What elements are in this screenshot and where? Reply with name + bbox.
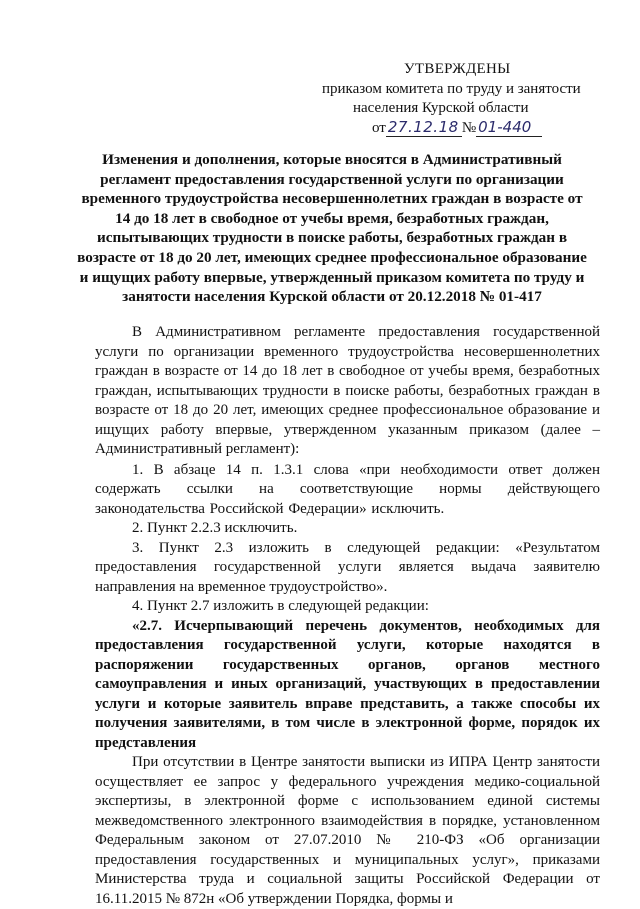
section-2-7-paragraph: При отсутствии в Центре занятости выписки из ИПРА Центр занятости осуществляет ее запрос у федерального учреждения медико-социальной экспертизы, в электронной форме с использованием единой системы межведомственного электронного взаимодействия в порядке, установленном Федеральным законом от 27.07.2010 № 210-ФЗ «Об организации предоставления государственных и муниципальных услуг», приказами Министерства труда и социальной защиты Российской Федерации от 16.11.2015 № 872н «Об утверждении Порядка, формы и bbox=[95, 754, 600, 907]
intro-paragraph: В Административном регламенте предоставления государственной услуги по организации временного трудоустройства несовершеннолетних граждан в возрасте от 14 до 18 лет в свободное от учебы время, безработных граждан, испытывающих трудности в поиске работы, безработных граждан в возрасте от 18 до 20 лет, имеющих среднее профессиональное образование и ищущих работу впервые, утвержденном указанным приказом (далее – Административный регламент): bbox=[95, 324, 600, 457]
item-3-paragraph: 3. Пункт 2.3 изложить в следующей редакции: «Результатом предоставления государственной услуги является выдача заявителю направления на временное трудоустройство». bbox=[95, 539, 600, 595]
handwritten-date: 27.12.18 bbox=[386, 118, 462, 137]
date-prefix: от bbox=[372, 120, 386, 136]
approval-issuer-line: приказом комитета по труду и занятости bbox=[322, 81, 581, 97]
approval-title: УТВЕРЖДЕНЫ bbox=[404, 61, 511, 77]
item-1-paragraph: 1. В абзаце 14 п. 1.3.1 слова «при необходимости ответ должен содержать ссылки на соответствующие нормы действующего законодательства Российской Федерации» исключить. bbox=[95, 461, 600, 517]
document-body bbox=[95, 323, 600, 909]
handwritten-number: 01-440 bbox=[476, 118, 542, 137]
number-prefix: № bbox=[461, 120, 477, 136]
approval-date-row bbox=[372, 118, 542, 140]
section-2-7-heading: «2.7. Исчерпывающий перечень документов, необходимых для предоставления государственной услуги, которые находятся в распоряжении государственных органов, органов местного самоуправления и иных организаций, участвующих в предоставлении услуги и которые заявитель вправе представить, а также способы их получения заявителями, в том числе в электронной форме, порядок их представления bbox=[95, 617, 600, 751]
item-4-paragraph: 4. Пункт 2.7 изложить в следующей редакции: bbox=[132, 598, 429, 614]
document-title: Изменения и дополнения, которые вносятся в Административный регламент предоставления государственной услуги по организации временного трудоустройства несовершеннолетних граждан в возрасте от 14 до 18 лет в свободное от учебы время, безработных граждан, испытывающих трудности в поиске работы, безработных граждан в возрасте от 18 до 20 лет, имеющих среднее профессиональное образование и ищущих работу впервые, утвержденный приказом комитета по труду и занятости населения Курской области от 20.12.2018 № 01-417 bbox=[77, 151, 587, 306]
approval-region-line: населения Курской области bbox=[353, 100, 529, 116]
item-2-paragraph: 2. Пункт 2.2.3 исключить. bbox=[132, 520, 298, 536]
